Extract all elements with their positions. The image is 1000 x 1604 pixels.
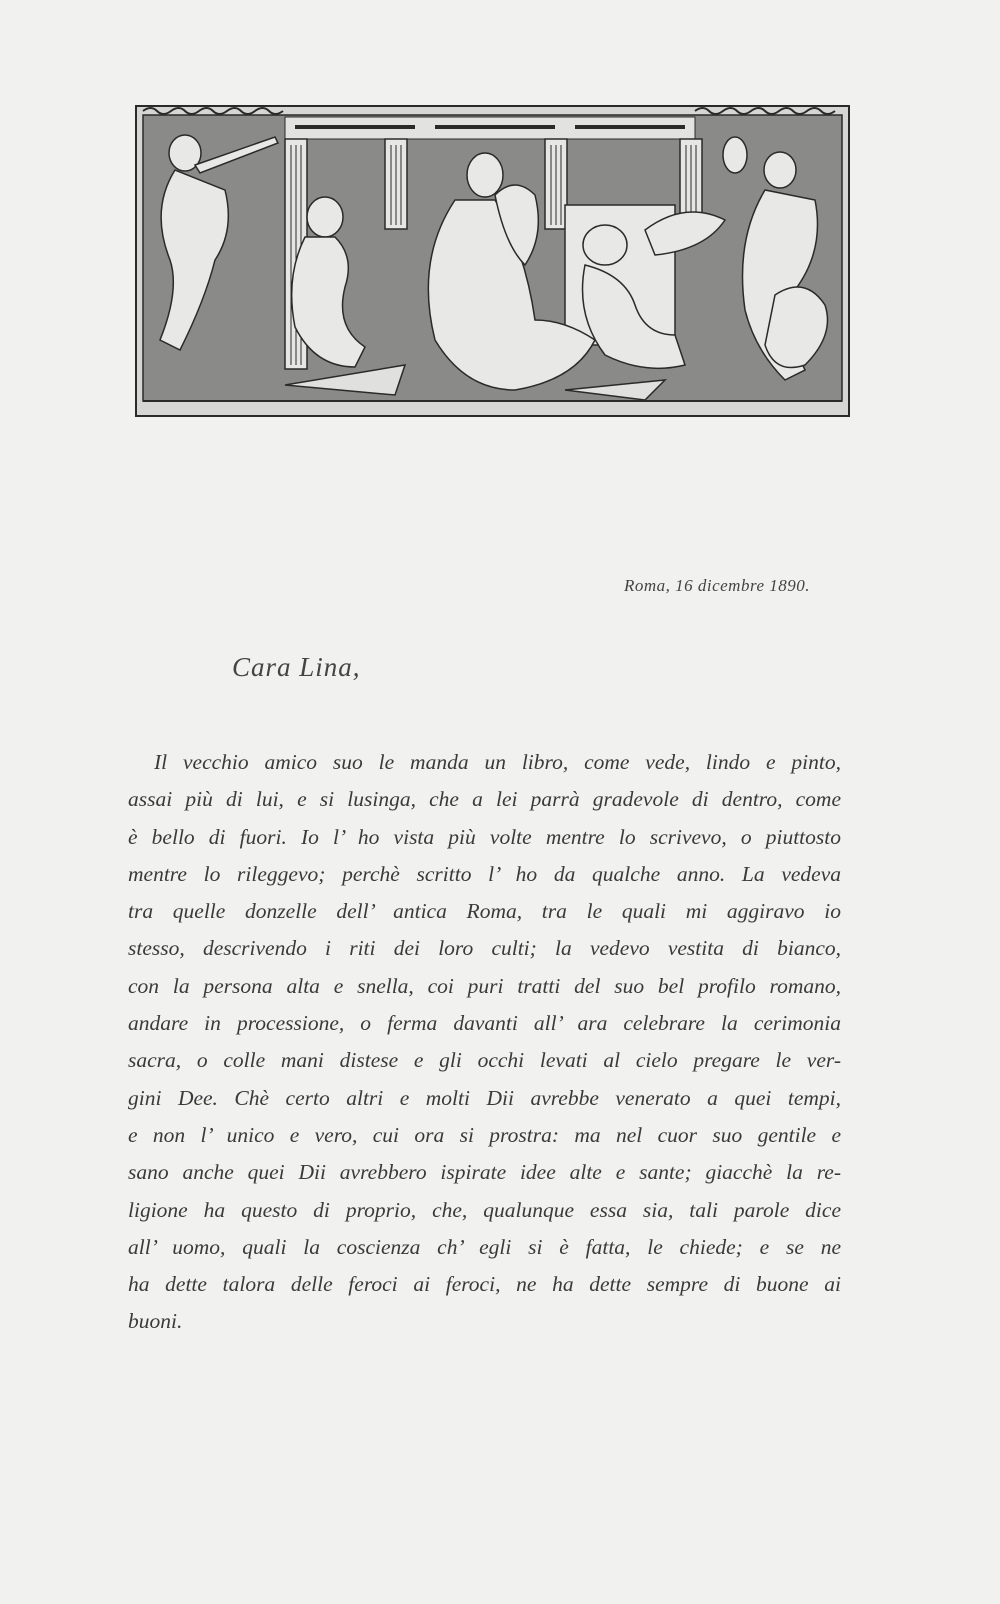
dateline: Roma, 16 dicembre 1890.	[623, 576, 810, 595]
letter-line: e non l’ unico e vero, cui ora si prostra: ma nel cuor suo gentile e	[128, 1122, 841, 1147]
letter-body	[128, 744, 841, 1341]
letter-line: ha dette talora delle feroci ai feroci, ne ha dette sempre di buone ai	[128, 1272, 841, 1297]
letter-line: con la persona alta e snella, coi puri tratti del suo bel profilo romano,	[128, 973, 841, 998]
letter-line: buoni.	[128, 1309, 183, 1334]
letter-line: mentre lo rileggevo; perchè scritto l’ ho da qualche anno. La vedeva	[128, 861, 841, 886]
letter-line: gini Dee. Chè certo altri e molti Dii avrebbe venerato a quei tempi,	[128, 1085, 841, 1110]
letter-line: stesso, descrivendo i riti dei loro culti; la vedevo vestita di bianco,	[128, 936, 841, 961]
letter-line: ligione ha questo di proprio, che, qualunque essa sia, tali parole dice	[128, 1197, 841, 1222]
letter-line: assai più di lui, e si lusinga, che a lei parrà gradevole di dentro, come	[128, 787, 841, 812]
letter-line: sacra, o colle mani distese e gli occhi levati al cielo pregare le ver-	[128, 1048, 841, 1073]
letter-line: è bello di fuori. Io l’ ho vista più volte mentre lo scrivevo, o piuttosto	[128, 824, 841, 849]
letter-line: sano anche quei Dii avrebbero ispirate idee alte e sante; giacchè la re-	[128, 1160, 841, 1185]
classical-frieze-illustration-icon	[135, 105, 850, 417]
letter-line: tra quelle donzelle dell’ antica Roma, tra le quali mi aggiravo io	[128, 899, 841, 924]
letter-line: Il vecchio amico suo le manda un libro, come vede, lindo e pinto,	[154, 750, 841, 774]
letter-line: all’ uomo, quali la coscienza ch’ egli si è fatta, le chiede; e se ne	[128, 1234, 841, 1259]
letter-line: andare in processione, o ferma davanti all’ ara celebrare la cerimonia	[128, 1011, 841, 1036]
salutation: Cara Lina,	[232, 652, 361, 682]
